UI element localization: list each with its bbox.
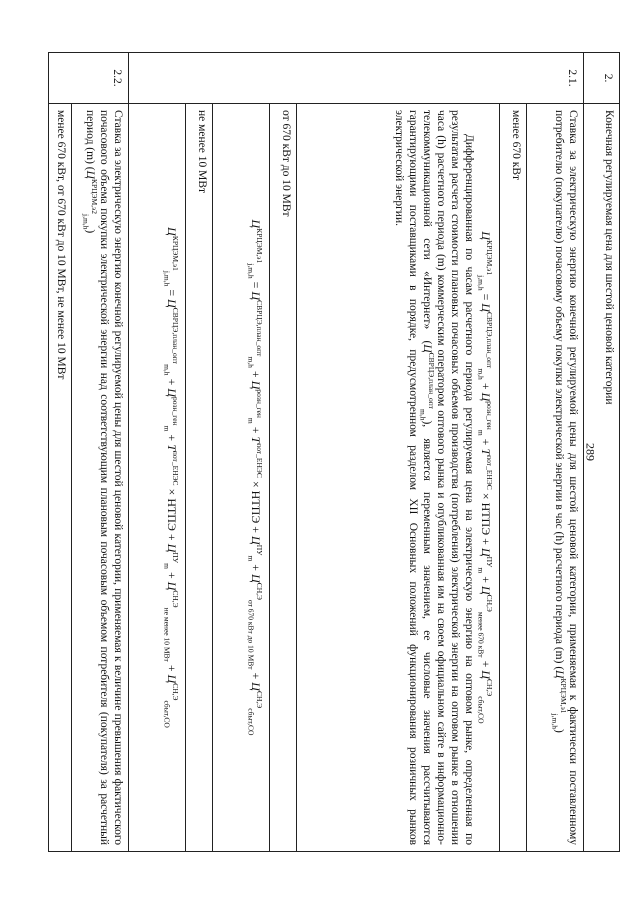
formula-670-10: $Ц^{КРЦЭМ,э1}_{j,m,h} = Ц^{СВРЦЭ,план\_опт}_{m,h} + Ц^{розн\_ген}_m + Т^{пот\_ЕНЭС}$ × НТПЭ + $Ц^{ПУ}_m + Ц^{СН,Э}_{от 670 кВт до 10 МВт} + Ц^{СН,Э}_{сбыт,СО}$: [213, 104, 270, 852]
subheading-less-670: менее 670 кВт: [500, 104, 527, 852]
price-superscript: КРЦЭМ,э1: [558, 678, 568, 714]
table-row: [500, 53, 527, 852]
rotated-document: [55, 52, 620, 852]
description-text: Ставка за электрическую энергию конечной регулируемой цены для шестой ценовой категории, применяемая к фактически поставленному потребителю (покупателю) почасовому объему покупки электрической энергии в час (h) расчетного периода (m) (: [552, 110, 579, 845]
closing-paren: ): [552, 728, 565, 733]
table-row: [527, 53, 584, 852]
table-row: [129, 53, 186, 852]
section-number: 2.: [584, 53, 620, 104]
row-2-1-description: [527, 104, 584, 852]
price-symbol: Ц: [552, 670, 565, 679]
table-row: [213, 53, 270, 852]
table-row: [270, 53, 297, 852]
table-row: [297, 53, 500, 852]
page-number: 289: [583, 443, 598, 461]
price-subscript: j,m,h: [550, 713, 560, 729]
explanation-paragraph: Дифференцированная по часам расчетного периода регулируемая цена на электрическую энергию на оптовом рынке, определенная по результатам расчета стоимости плановых почасовых объемов производства (потребления) электрической энергии на оптовом рынке в отношении часа (h) расчетного периода (m) коммерческим оператором оптового рынка и опубликованная им на своем официальном сайте в информационно-телекоммуникационной сети «Интернет» $(Ц^{СВРЦЭ,план\_опт}_{m,h})$, является переменным значением, ее числовые значения рассчитываются гарантирующими поставщиками в порядке, предусмотренном разделом XII Основных положений функционирования розничных рынков электрической энергии.: [393, 110, 476, 845]
formula-ge-10: $Ц^{КРЦЭМ,э1}_{j,m,h} = Ц^{СВРЦЭ,план\_опт}_{m,h} + Ц^{розн\_ген}_m + Т^{пот\_ЕНЭС}$ × НТПЭ + $Ц^{ПУ}_m + Ц^{СН,Э}_{не менее 10 МВт} + Ц^{СН,Э}_{сбыт,СО}$: [129, 104, 186, 852]
table-row: [49, 53, 72, 852]
table-row: [584, 53, 620, 852]
formula-less-670: $Ц^{КРЦЭМ,э1}_{j,m,h} = Ц^{СВРЦЭ,план\_опт}_{m,h} + Ц^{розн\_ген}_m + Т^{пот\_ЕНЭС}$ × НТПЭ + $Ц^{ПУ}_m + Ц^{СН,Э}_{менее 670 кВт} + Ц^{СН,Э}_{сбыт,СО}$: [476, 231, 494, 724]
subheading-ge-10: не менее 10 МВт: [186, 104, 213, 852]
row-number-2-2: 2.2.: [49, 53, 129, 104]
subheading-670-10: от 670 кВт до 10 МВт: [270, 104, 297, 852]
table-row: [72, 53, 129, 852]
subheading-all-ranges: менее 670 кВт, от 670 кВт до 10 МВт, не менее 10 МВт: [49, 104, 72, 852]
row-2-2-description: Ставка за электрическую энергию конечной регулируемой цены для шестой ценовой категории, применяемая к величине превышения фактического почасового объема покупки электрической энергии над соответствующим плановым почасовым объемом потребителя (покупателя) за расчетный период (m) $(Ц^{КРЦЭМ,э2}_{j,m,h})$: [72, 104, 129, 852]
tariff-table: [48, 52, 620, 852]
section-title: Конечная регулируемая цена для шестой ценовой категории: [584, 104, 620, 852]
row-number-2-1: 2.1.: [129, 53, 584, 104]
formula-and-explanation: [297, 104, 500, 852]
table-container: [55, 52, 620, 852]
table-row: [186, 53, 213, 852]
